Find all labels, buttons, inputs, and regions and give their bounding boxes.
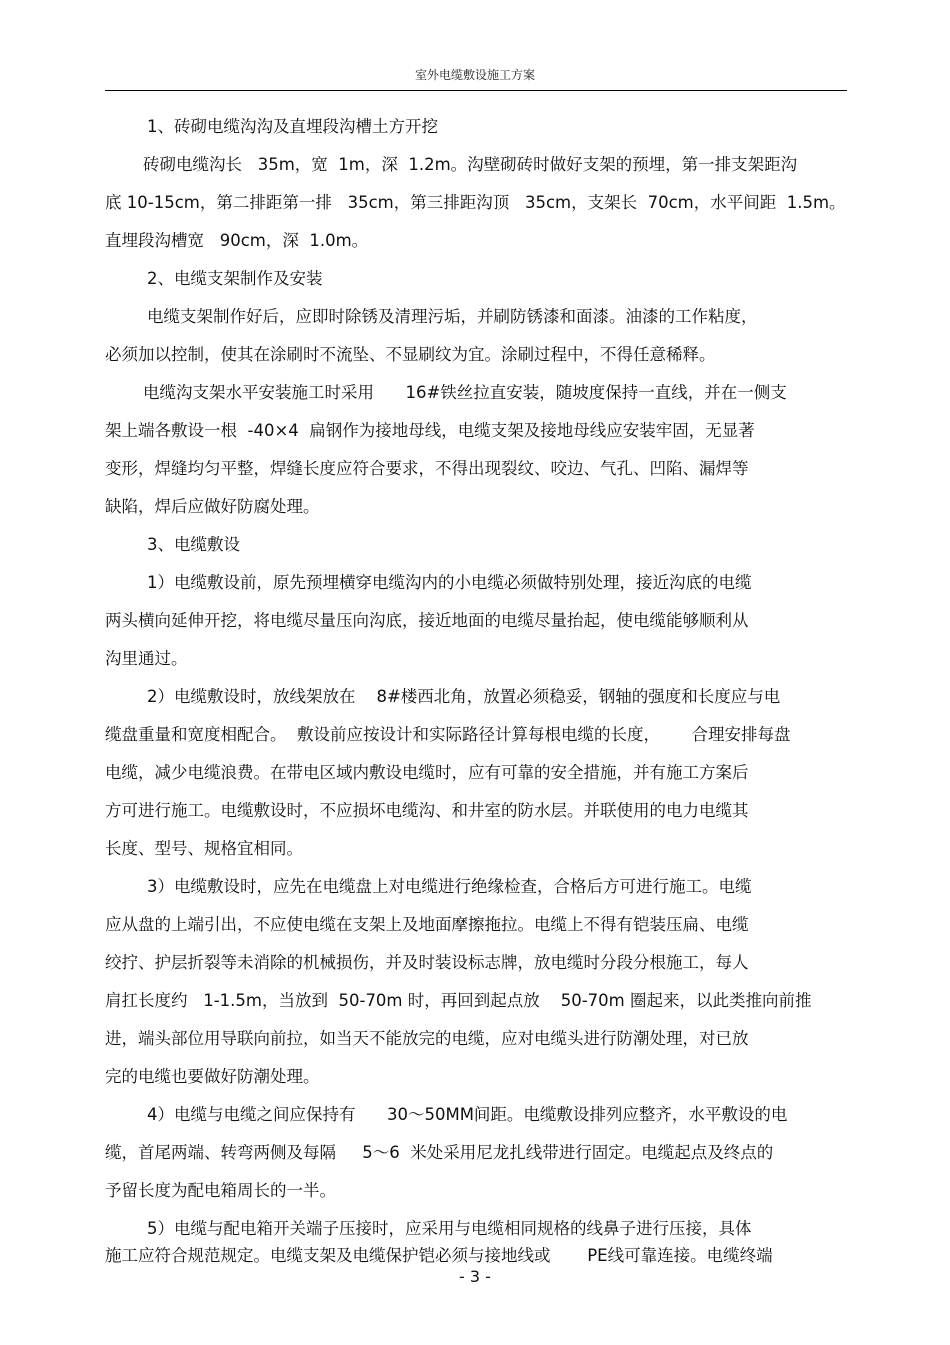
paragraph-line: 4）电缆与电缆之间应保持有 30～50MM间距。电缆敷设排列应整齐，水平敷设的电 [147,1105,788,1124]
header-divider [105,90,847,91]
paragraph-line: 完的电缆也要做好防潮处理。 [105,1067,320,1086]
paragraph-line: 进，端头部位用导联向前拉，如当天不能放完的电缆，应对电缆头进行防潮处理，对已放 [105,1029,749,1048]
paragraph-line: 2）电缆敷设时，放线架放在 8#楼西北角，放置必须稳妥，钢轴的强度和长度应与电 [147,687,781,706]
page-number: - 3 - [459,1267,491,1286]
paragraph-line: 缆盘重量和宽度相配合。 敷设前应按设计和实际路径计算每根电缆的长度， 合理安排每盘 [105,725,791,744]
paragraph-line: 1）电缆敷设前，原先预埋横穿电缆沟内的小电缆必须做特别处理，接近沟底的电缆 [147,573,752,592]
paragraph-line: 直埋段沟槽宽 90cm，深 1.0m。 [105,231,369,250]
paragraph-line: 缺陷，焊后应做好防腐处理。 [105,497,320,516]
paragraph-line: 予留长度为配电箱周长的一半。 [105,1181,336,1200]
paragraph-line: 5）电缆与配电箱开关端子压接时，应采用与电缆相同规格的线鼻子进行压接，具体 [147,1219,752,1238]
paragraph-line: 长度、型号、规格宜相同。 [105,839,303,858]
paragraph-line: 两头横向延伸开挖，将电缆尽量压向沟底，接近地面的电缆尽量抬起，使电缆能够顺利从 [105,611,749,630]
paragraph-line: 砖砌电缆沟长 35m，宽 1m，深 1.2m。沟壁砌砖时做好支架的预埋，第一排支架距沟 [143,155,798,174]
paragraph-line: 必须加以控制，使其在涂刷时不流坠、不显刷纹为宜。涂刷过程中，不得任意稀释。 [105,345,716,364]
paragraph-line: 底 10-15cm，第二排距第一排 35cm，第三排距沟顶 35cm，支架长 70cm，水平间距 1.5m。 [105,193,846,212]
paragraph-line: 沟里通过。 [105,649,188,668]
paragraph-line: 3）电缆敷设时，应先在电缆盘上对电缆进行绝缘检查，合格后方可进行施工。电缆 [147,877,752,896]
paragraph-line: 应从盘的上端引出，不应使电缆在支架上及地面摩擦拖拉。电缆上不得有铠装压扁、电缆 [105,915,749,934]
section-heading-3: 3、电缆敷设 [147,535,240,554]
paragraph-line: 电缆，减少电缆浪费。在带电区域内敷设电缆时，应有可靠的安全措施，并有施工方案后 [105,763,749,782]
paragraph-line: 变形，焊缝均匀平整，焊缝长度应符合要求，不得出现裂纹、咬边、气孔、凹陷、漏焊等 [105,459,749,478]
paragraph-line: 绞拧、护层折裂等未消除的机械损伤，并及时装设标志牌，放电缆时分段分根施工，每人 [105,953,749,972]
page-header: 室外电缆敷设施工方案 [414,68,535,82]
paragraph-line: 电缆支架制作好后，应即时除锈及清理污垢，并刷防锈漆和面漆。油漆的工作粘度， [147,307,758,326]
paragraph-line: 架上端各敷设一根 -40×4 扁钢作为接地母线，电缆支架及接地母线应安装牢固，无显著 [105,421,755,440]
paragraph-line: 肩扛长度约 1-1.5m，当放到 50-70m 时，再回到起点放 50-70m 圈起来，以此类推向前推 [105,991,812,1010]
section-heading-2: 2、电缆支架制作及安装 [147,269,323,288]
paragraph-line: 缆，首尾两端、转弯两侧及每隔 5～6 米处采用尼龙扎线带进行固定。电缆起点及终点的 [105,1143,774,1162]
paragraph-line: 电缆沟支架水平安装施工时采用 16#铁丝拉直安装，随坡度保持一直线，并在一侧支 [143,383,787,402]
paragraph-line: 方可进行施工。电缆敷设时，不应损坏电缆沟、和井室的防水层。并联使用的电力电缆其 [105,801,749,820]
paragraph-line: 施工应符合规范规定。电缆支架及电缆保护铠必须与接地线或 PE线可靠连接。电缆终端 [105,1246,773,1265]
section-heading-1: 1、砖砌电缆沟沟及直埋段沟槽土方开挖 [147,117,438,136]
